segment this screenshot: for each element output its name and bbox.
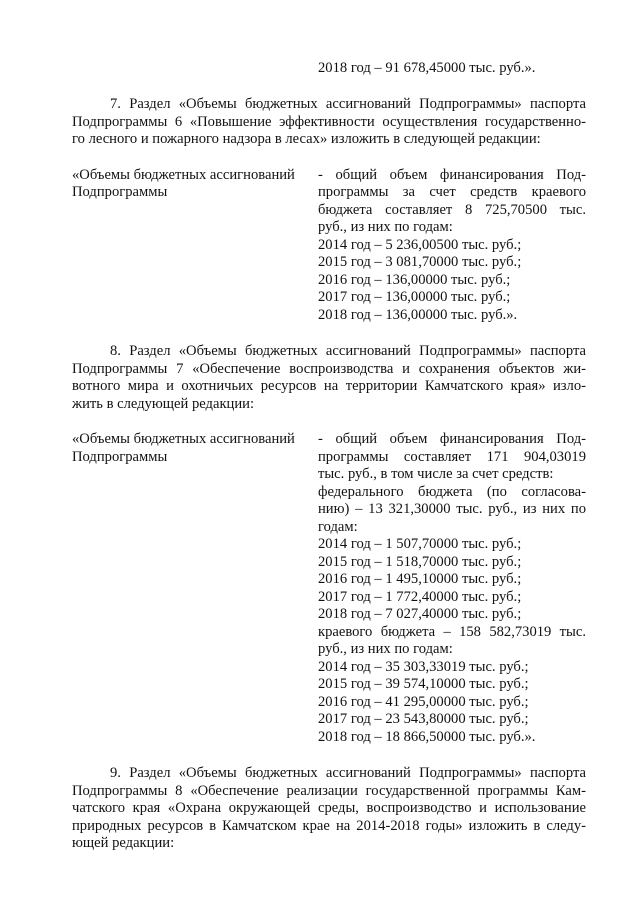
section-8-value-line: краевого бюджета – 158 582,73019 тыс. — [318, 624, 586, 640]
section-8-value-line: 2014 год – 35 303,33019 тыс. руб.; — [318, 659, 529, 675]
section-8-value-line: 2015 год – 1 518,70000 тыс. руб.; — [318, 554, 522, 570]
section-7-value-line: 2018 год – 136,00000 тыс. руб.». — [318, 307, 518, 323]
section-8-value-line: руб., из них по годам: — [318, 641, 453, 657]
section-8-value-line: тыс. руб., в том числе за счет средств: — [318, 466, 554, 482]
section-7-line-3: го лесного и пожарного надзора в лесах» изложить в следующей редакции: — [72, 131, 541, 147]
section-7-line-2: Подпрограммы 6 «Повышение эффективности осуществления государственно- — [72, 114, 586, 130]
section-7-label-line-1: «Объемы бюджетных ассигнований — [72, 167, 295, 183]
section-7-line-1: 7. Раздел «Объемы бюджетных ассигнований Подпрограммы» паспорта — [110, 96, 586, 112]
section-7-value-line: - общий объем финансирования Под- — [318, 167, 586, 183]
section-8-line-3: вотного мира и охотничьих ресурсов на территории Камчатского края» изло- — [72, 378, 586, 394]
section-8-value-line: нию) – 13 321,30000 тыс. руб., из них по — [318, 501, 586, 517]
section-7-value-line: 2017 год – 136,00000 тыс. руб.; — [318, 289, 511, 305]
section-8-value-line: 2018 год – 7 027,40000 тыс. руб.; — [318, 606, 522, 622]
section-8-line-1: 8. Раздел «Объемы бюджетных ассигнований Подпрограммы» паспорта — [110, 343, 586, 359]
section-8-value-line: годам: — [318, 519, 358, 535]
section-9-line-2: Подпрограммы 8 «Обеспечение реализации государственной программы Кам- — [72, 783, 586, 799]
section-9-line-4: природных ресурсов в Камчатском крае на 2014-2018 годы» изложить в следу- — [72, 818, 586, 834]
section-7-value-line: программы за счет средств краевого — [318, 184, 586, 200]
section-8-label-line-1: «Объемы бюджетных ассигнований — [72, 431, 295, 447]
section-8-value-line: 2017 год – 23 543,80000 тыс. руб.; — [318, 711, 529, 727]
section-8-value-line: федерального бюджета (по согласова- — [318, 484, 586, 500]
section-7-value-line: 2015 год – 3 081,70000 тыс. руб.; — [318, 254, 522, 270]
section-9-line-3: чатского края «Охрана окружающей среды, воспроизводство и использование — [72, 800, 586, 816]
section-8-line-4: жить в следующей редакции: — [72, 396, 255, 412]
section-8-value-line: 2014 год – 1 507,70000 тыс. руб.; — [318, 536, 522, 552]
section-8-value-line: 2017 год – 1 772,40000 тыс. руб.; — [318, 589, 522, 605]
section-8-line-2: Подпрограммы 7 «Обеспечение воспроизводства и сохранения объектов жи- — [72, 361, 586, 377]
section-8-value-line: программы составляет 171 904,03019 — [318, 449, 586, 465]
section-7-value-line: 2016 год – 136,00000 тыс. руб.; — [318, 272, 511, 288]
section-7-value-line: бюджета составляет 8 725,70500 тыс. — [318, 202, 586, 218]
section-9-line-1: 9. Раздел «Объемы бюджетных ассигнований Подпрограммы» паспорта — [110, 765, 586, 781]
section-7-value-line: 2014 год – 5 236,00500 тыс. руб.; — [318, 237, 522, 253]
section-8-value-line: 2016 год – 1 495,10000 тыс. руб.; — [318, 571, 522, 587]
section-8-value-line: 2018 год – 18 866,50000 тыс. руб.». — [318, 729, 536, 745]
section-8-value-line: - общий объем финансирования Под- — [318, 431, 586, 447]
section-9-line-5: ющей редакции: — [72, 835, 175, 851]
section-8-label-line-2: Подпрограммы — [72, 449, 168, 465]
top-line: 2018 год – 91 678,45000 тыс. руб.». — [318, 60, 536, 76]
section-7-label-line-2: Подпрограммы — [72, 184, 168, 200]
section-7-value-line: руб., из них по годам: — [318, 219, 453, 235]
section-8-value-line: 2015 год – 39 574,10000 тыс. руб.; — [318, 676, 529, 692]
section-8-value-line: 2016 год – 41 295,00000 тыс. руб.; — [318, 694, 529, 710]
